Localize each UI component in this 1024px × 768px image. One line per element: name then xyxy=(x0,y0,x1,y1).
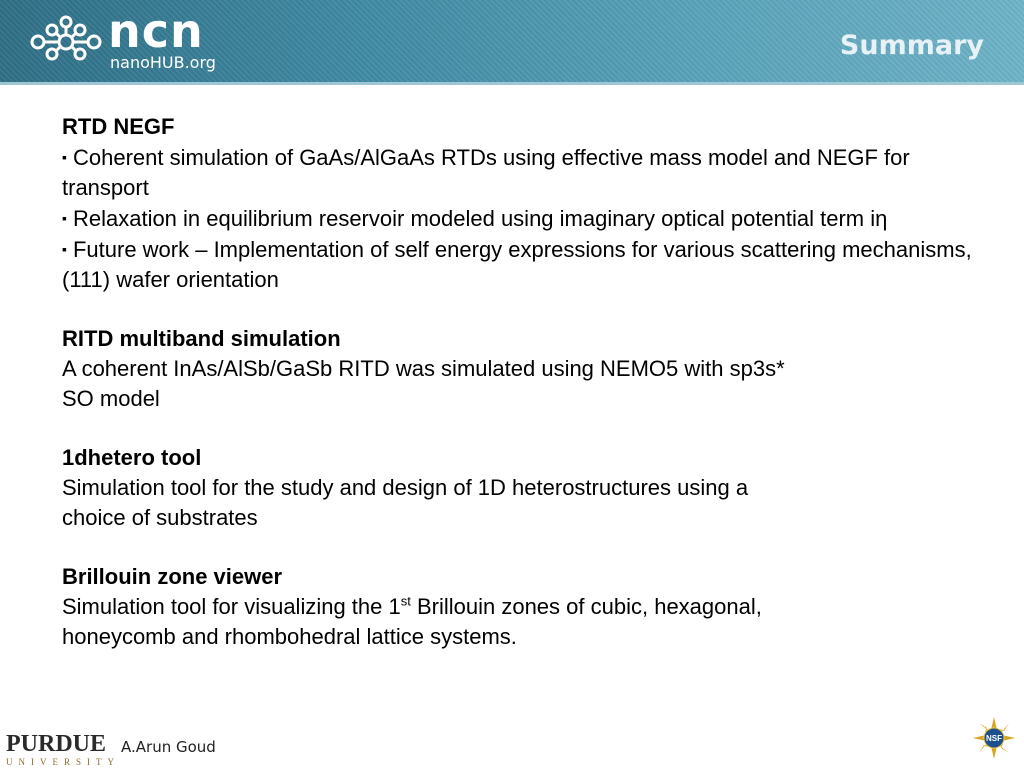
slide-title: Summary xyxy=(839,30,984,61)
bullet-icon: ▪ xyxy=(62,210,67,226)
header-banner xyxy=(0,0,1024,85)
section-heading: RITD multiband simulation xyxy=(62,326,341,351)
bullet-text: Future work – Implementation of self energy expressions for various scattering mechanisms, (111) wafer orientation xyxy=(62,237,972,292)
section-text-line: A coherent InAs/AlSb/GaSb RITD was simulated using NEMO5 with sp3s* xyxy=(62,356,785,381)
bullet-item xyxy=(62,234,982,295)
ncn-logo[interactable] xyxy=(30,4,220,76)
logo-subtitle: nanoHUB.org xyxy=(110,53,216,72)
section-text-line: Simulation tool for the study and design of 1D heterostructures using a xyxy=(62,475,749,500)
logo-wordmark: ncn xyxy=(108,4,204,58)
bullet-text: Relaxation in equilibrium reservoir modeled using imaginary optical potential term iη xyxy=(72,206,888,231)
section-text-line: honeycomb and rhombohedral lattice systems. xyxy=(62,624,517,649)
purdue-subtitle: UNIVERSITY xyxy=(6,757,120,767)
nsf-label: NSF xyxy=(986,734,1002,743)
text-fragment: Brillouin zones of cubic, hexagonal, xyxy=(410,594,762,619)
section-heading: RTD NEGF xyxy=(62,114,175,139)
section-ritd-multiband xyxy=(62,324,982,414)
section-1dhetero xyxy=(62,443,982,533)
bullet-icon: ▪ xyxy=(62,241,67,257)
bullet-icon: ▪ xyxy=(62,149,67,165)
text-fragment: Simulation tool for visualizing the 1 xyxy=(62,594,401,619)
nsf-logo-icon[interactable] xyxy=(972,716,1016,760)
bullet-item xyxy=(62,142,982,203)
superscript: st xyxy=(400,593,411,609)
section-heading: Brillouin zone viewer xyxy=(62,564,283,589)
section-text-line: SO model xyxy=(62,386,160,411)
section-brillouin-zone xyxy=(62,562,982,652)
purdue-logo[interactable] xyxy=(6,731,120,767)
bullet-item xyxy=(62,203,982,234)
bullet-text: Coherent simulation of GaAs/AlGaAs RTDs using effective mass model and NEGF for transport xyxy=(62,145,910,200)
molecule-icon xyxy=(30,14,102,66)
section-heading: 1dhetero tool xyxy=(62,445,202,470)
section-rtd-negf xyxy=(62,112,982,295)
author-name: A.Arun Goud xyxy=(121,738,216,756)
section-text-line: choice of substrates xyxy=(62,505,258,530)
slide-content xyxy=(62,112,982,681)
purdue-wordmark: PURDUE xyxy=(6,731,106,757)
section-text-line xyxy=(62,592,982,622)
